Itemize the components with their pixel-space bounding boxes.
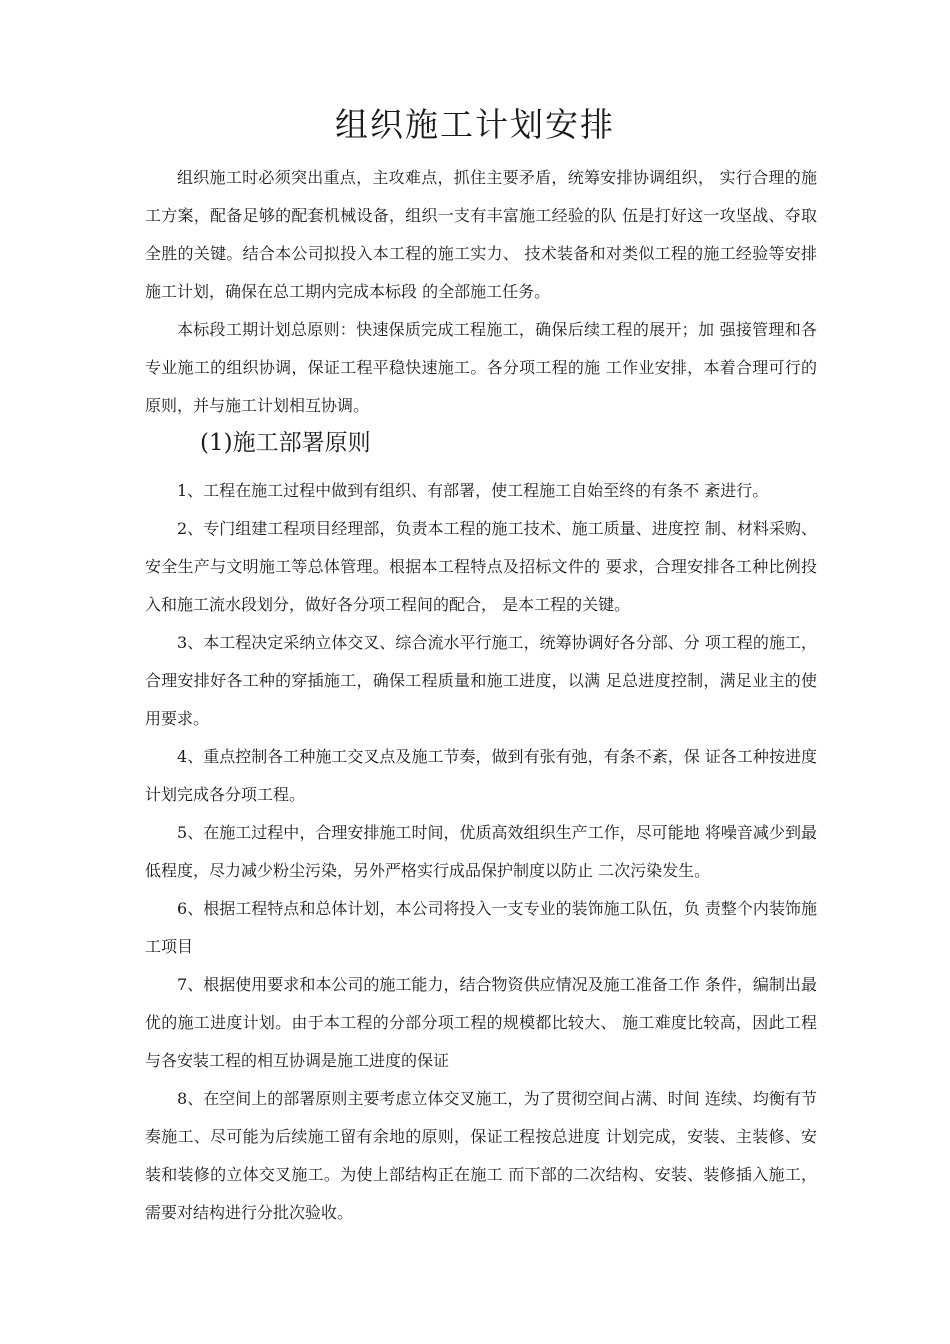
intro-section [145, 159, 817, 425]
principles-list [145, 472, 817, 1232]
principle-item: 8、在空间上的部署原则主要考虑立体交叉施工，为了贯彻空间占满、时间 连续、均衡有节奏施工、尽可能为后续施工留有余地的原则，保证工程按总进度 计划完成，安装、主装修、安装和装修的立体交叉施工。为使上部结构正在施工 而下部的二次结构、安装、装修插入施工，需要对结构进行分批次验收。 [145, 1089, 817, 1222]
principle-item: 3、本工程决定采纳立体交叉、综合流水平行施工，统筹协调好各分部、分 项工程的施工，合理安排好各工种的穿插施工，确保工程质量和施工进度，以满 足总进度控制，满足业主的使用要求。 [145, 633, 817, 728]
principle-item: 1、工程在施工过程中做到有组织、有部署，使工程施工自始至终的有条不 紊进行。 [177, 481, 769, 500]
principle-item: 5、在施工过程中，合理安排施工时间，优质高效组织生产工作，尽可能地 将噪音减少到最低程度，尽力减少粉尘污染，另外严格实行成品保护制度以防止 二次污染发生。 [145, 823, 817, 880]
principle-item: 4、重点控制各工种施工交叉点及施工节奏，做到有张有弛，有条不紊，保 证各工种按进度计划完成各分项工程。 [145, 747, 817, 804]
principle-item: 7、根据使用要求和本公司的施工能力，结合物资供应情况及施工准备工作 条件，编制出最优的施工进度计划。由于本工程的分部分项工程的规模都比较大、 施工难度比较高，因此工程与各安装工程的相互协调是施工进度的保证 [145, 975, 817, 1070]
section-heading: (1)施工部署原则 [200, 430, 371, 456]
document-title: 组织施工计划安排 [335, 105, 615, 144]
principle-item: 2、专门组建工程项目经理部，负责本工程的施工技术、施工质量、进度控 制、材料采购、安全生产与文明施工等总体管理。根据本工程特点及招标文件的 要求，合理安排各工种比例投入和施工流水段划分，做好各分项工程间的配合， 是本工程的关键。 [145, 519, 817, 614]
intro-paragraph: 本标段工期计划总原则：快速保质完成工程施工，确保后续工程的展开；加 强接管理和各专业施工的组织协调，保证工程平稳快速施工。各分项工程的施 工作业安排，本着合理可行的原则，并与施工计划相互协调。 [145, 320, 817, 415]
intro-paragraph: 组织施工时必须突出重点，主攻难点，抓住主要矛盾，统筹安排协调组织， 实行合理的施工方案，配备足够的配套机械设备，组织一支有丰富施工经验的队 伍是打好这一攻坚战、夺取全胜的关键。结合本公司拟投入本工程的施工实力、 技术装备和对类似工程的施工经验等安排施工计划，确保在总工期内完成本标段 的全部施工任务。 [145, 168, 817, 301]
principle-item: 6、根据工程特点和总体计划，本公司将投入一支专业的装饰施工队伍，负 责整个内装饰施工项目 [145, 899, 817, 956]
